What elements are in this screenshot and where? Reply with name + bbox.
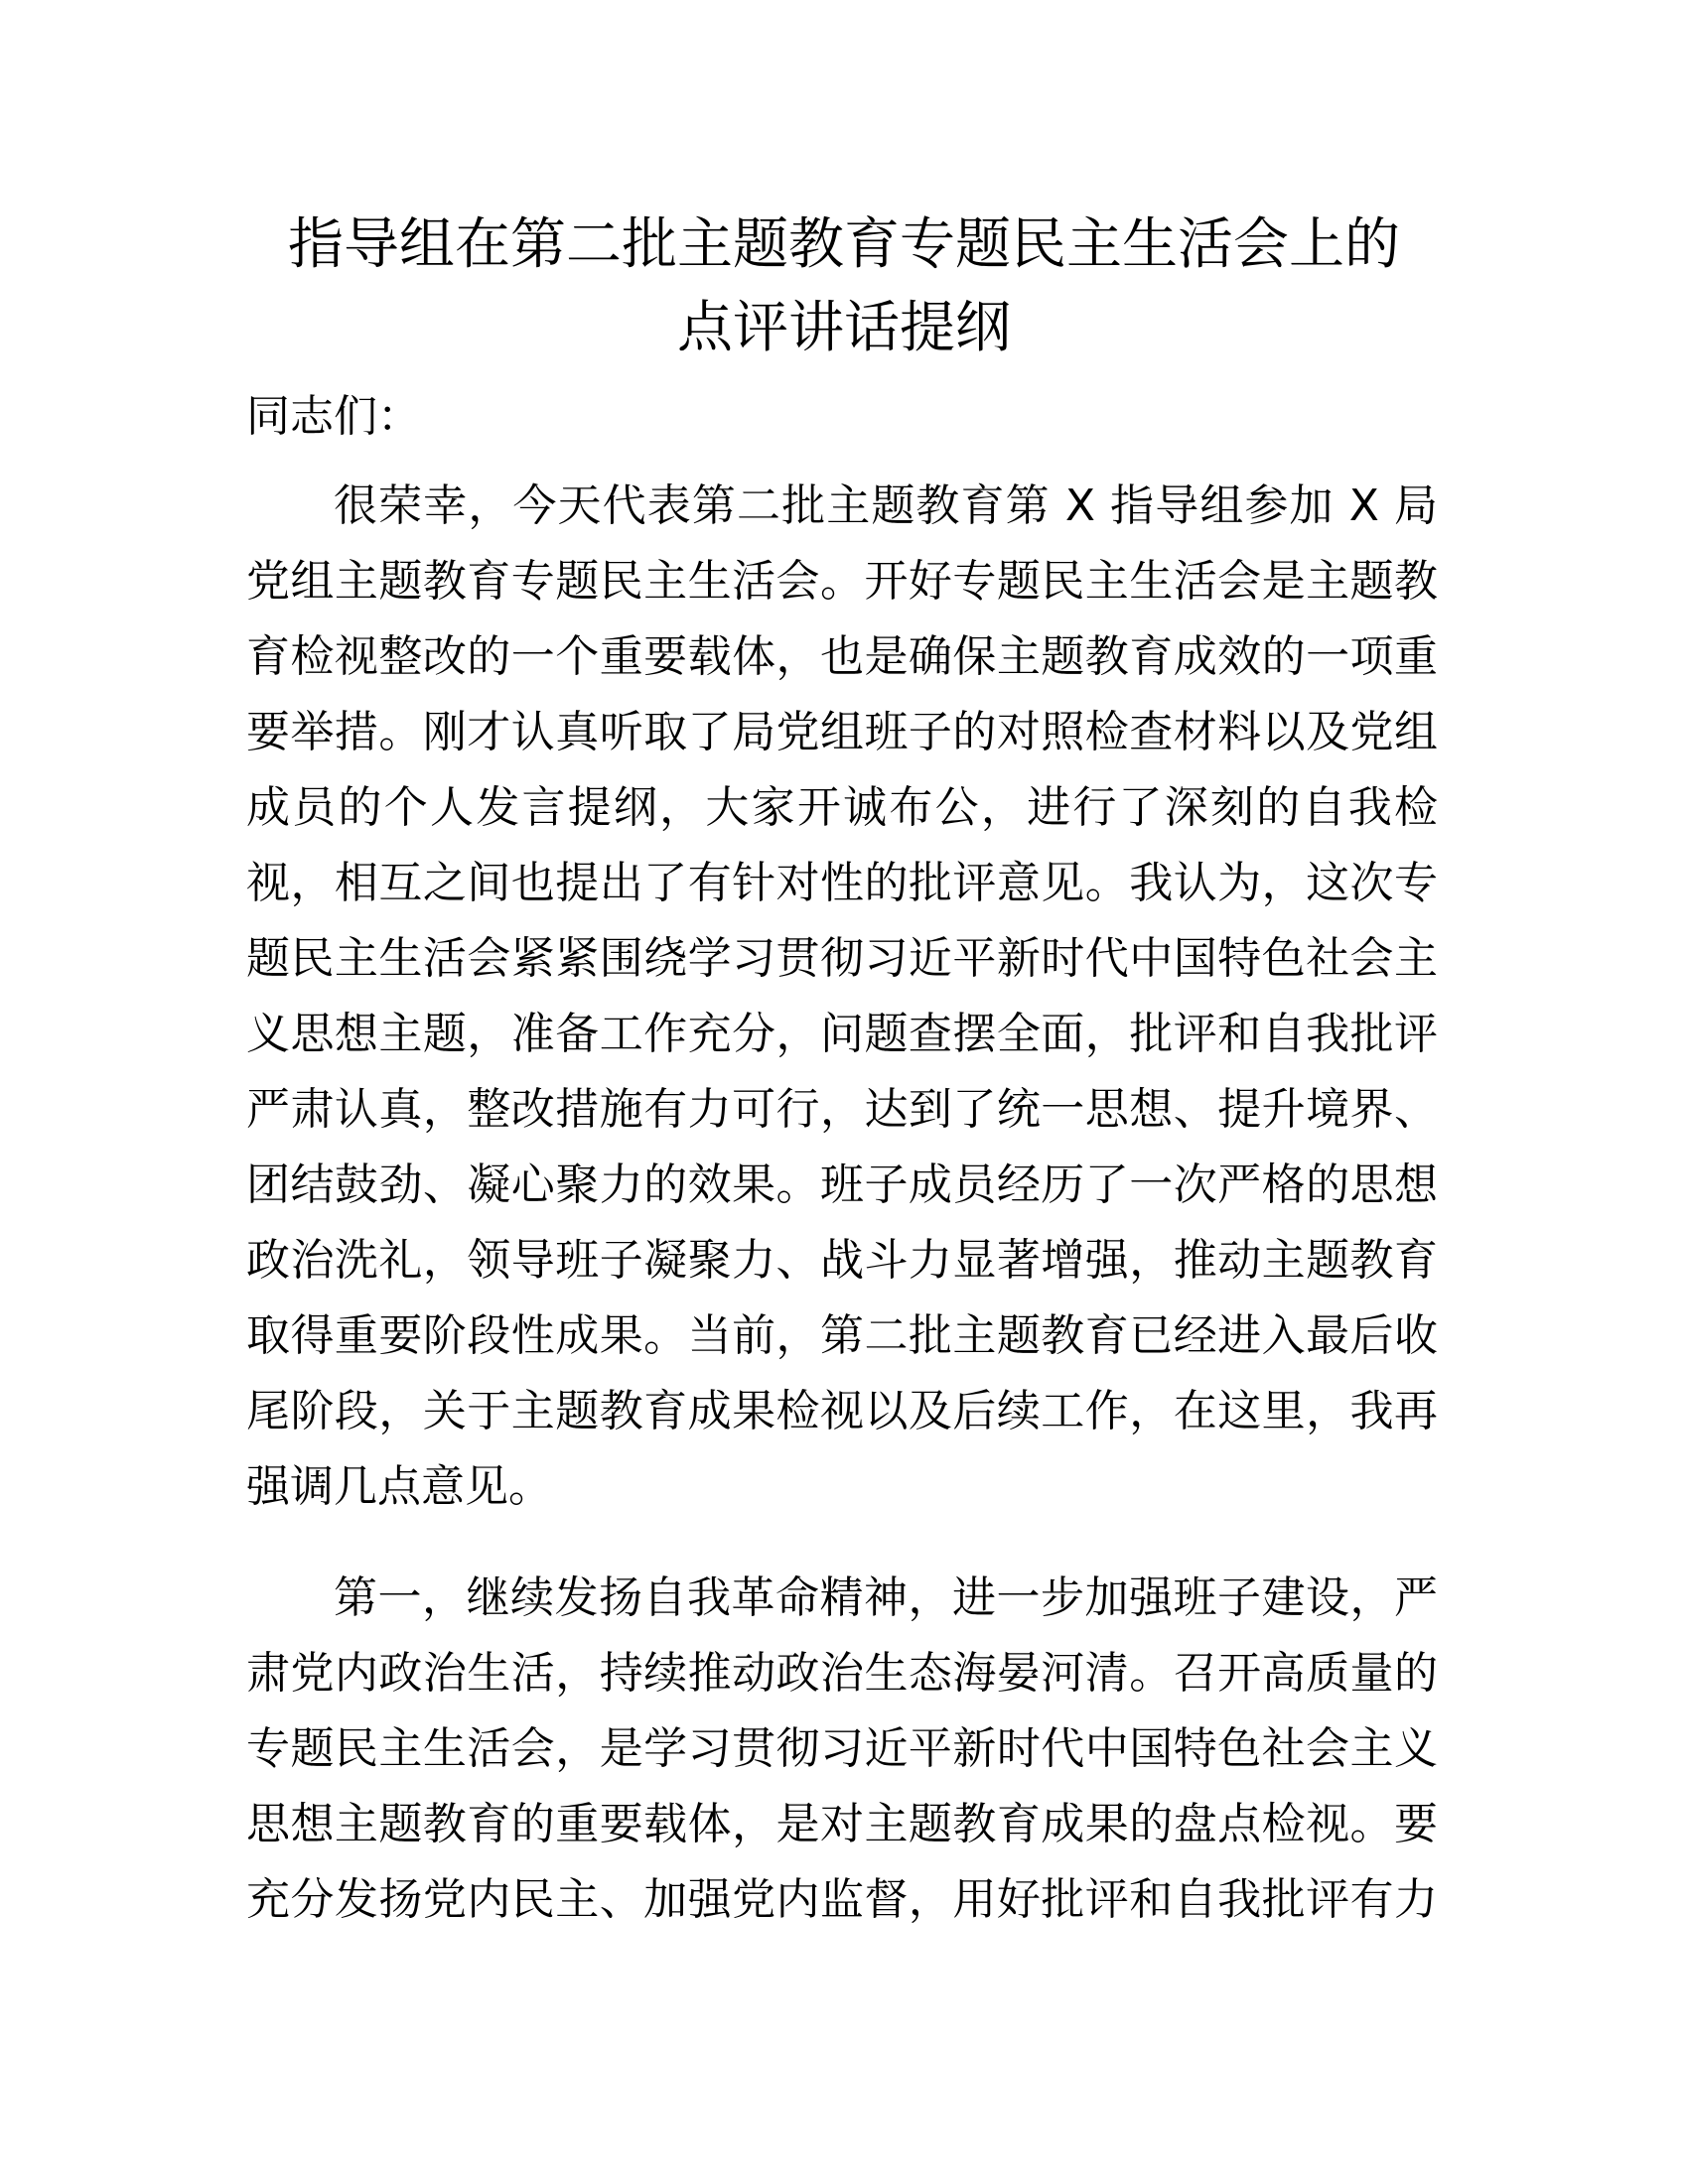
paragraph-opening (246, 477, 1438, 1533)
greeting: 同志们： (246, 391, 421, 442)
paragraph-line: 专题民主生活会，是学习贯彻习近平新时代中国特色社会主义 (246, 1723, 1438, 1774)
document-title (228, 204, 1460, 370)
paragraph-line: 严肃认真，整改措施有力可行，达到了统一思想、提升境界、 (246, 1084, 1438, 1135)
paragraph-line: 育检视整改的一个重要载体，也是确保主题教育成效的一项重 (246, 631, 1438, 682)
paragraph-line: 第一，继续发扬自我革命精神，进一步加强班子建设，严 (334, 1572, 1438, 1623)
title-line: 指导组在第二批主题教育专题民主生活会上的 (288, 212, 1400, 277)
paragraph-line: 强调几点意见。 (246, 1461, 552, 1512)
paragraph-line: 党组主题教育专题民主生活会。开好专题民主生活会是主题教 (246, 556, 1438, 607)
paragraph-line: 团结鼓劲、凝心聚力的效果。班子成员经历了一次严格的思想 (246, 1160, 1438, 1210)
paragraph-line: 政治洗礼，领导班子凝聚力、战斗力显著增强，推动主题教育 (246, 1235, 1438, 1286)
paragraph-line: 很荣幸，今天代表第二批主题教育第 X 指导组参加 X 局 (334, 480, 1438, 531)
paragraph-line: 题民主生活会紧紧围绕学习贯彻习近平新时代中国特色社会主 (246, 933, 1438, 984)
paragraph-line: 视，相互之间也提出了有针对性的批评意见。我认为，这次专 (246, 858, 1438, 908)
paragraph-line: 思想主题教育的重要载体，是对主题教育成果的盘点检视。要 (246, 1799, 1438, 1849)
paragraph-line: 肃党内政治生活，持续推动政治生态海晏河清。召开高质量的 (246, 1648, 1438, 1699)
paragraph-line: 成员的个人发言提纲，大家开诚布公，进行了深刻的自我检 (246, 782, 1438, 833)
paragraph-line: 充分发扬党内民主、加强党内监督，用好批评和自我批评有力 (246, 1874, 1438, 1925)
paragraph-line: 取得重要阶段性成果。当前，第二批主题教育已经进入最后收 (246, 1310, 1438, 1361)
title-line: 点评讲话提纲 (677, 296, 1011, 360)
paragraph-line: 尾阶段，关于主题教育成果检视以及后续工作，在这里，我再 (246, 1386, 1438, 1436)
paragraph-line: 义思想主题，准备工作充分，问题查摆全面，批评和自我批评 (246, 1009, 1438, 1059)
paragraph-line: 要举措。刚才认真听取了局党组班子的对照检查材料以及党组 (246, 707, 1438, 757)
paragraph-point-one (246, 1569, 1438, 1946)
